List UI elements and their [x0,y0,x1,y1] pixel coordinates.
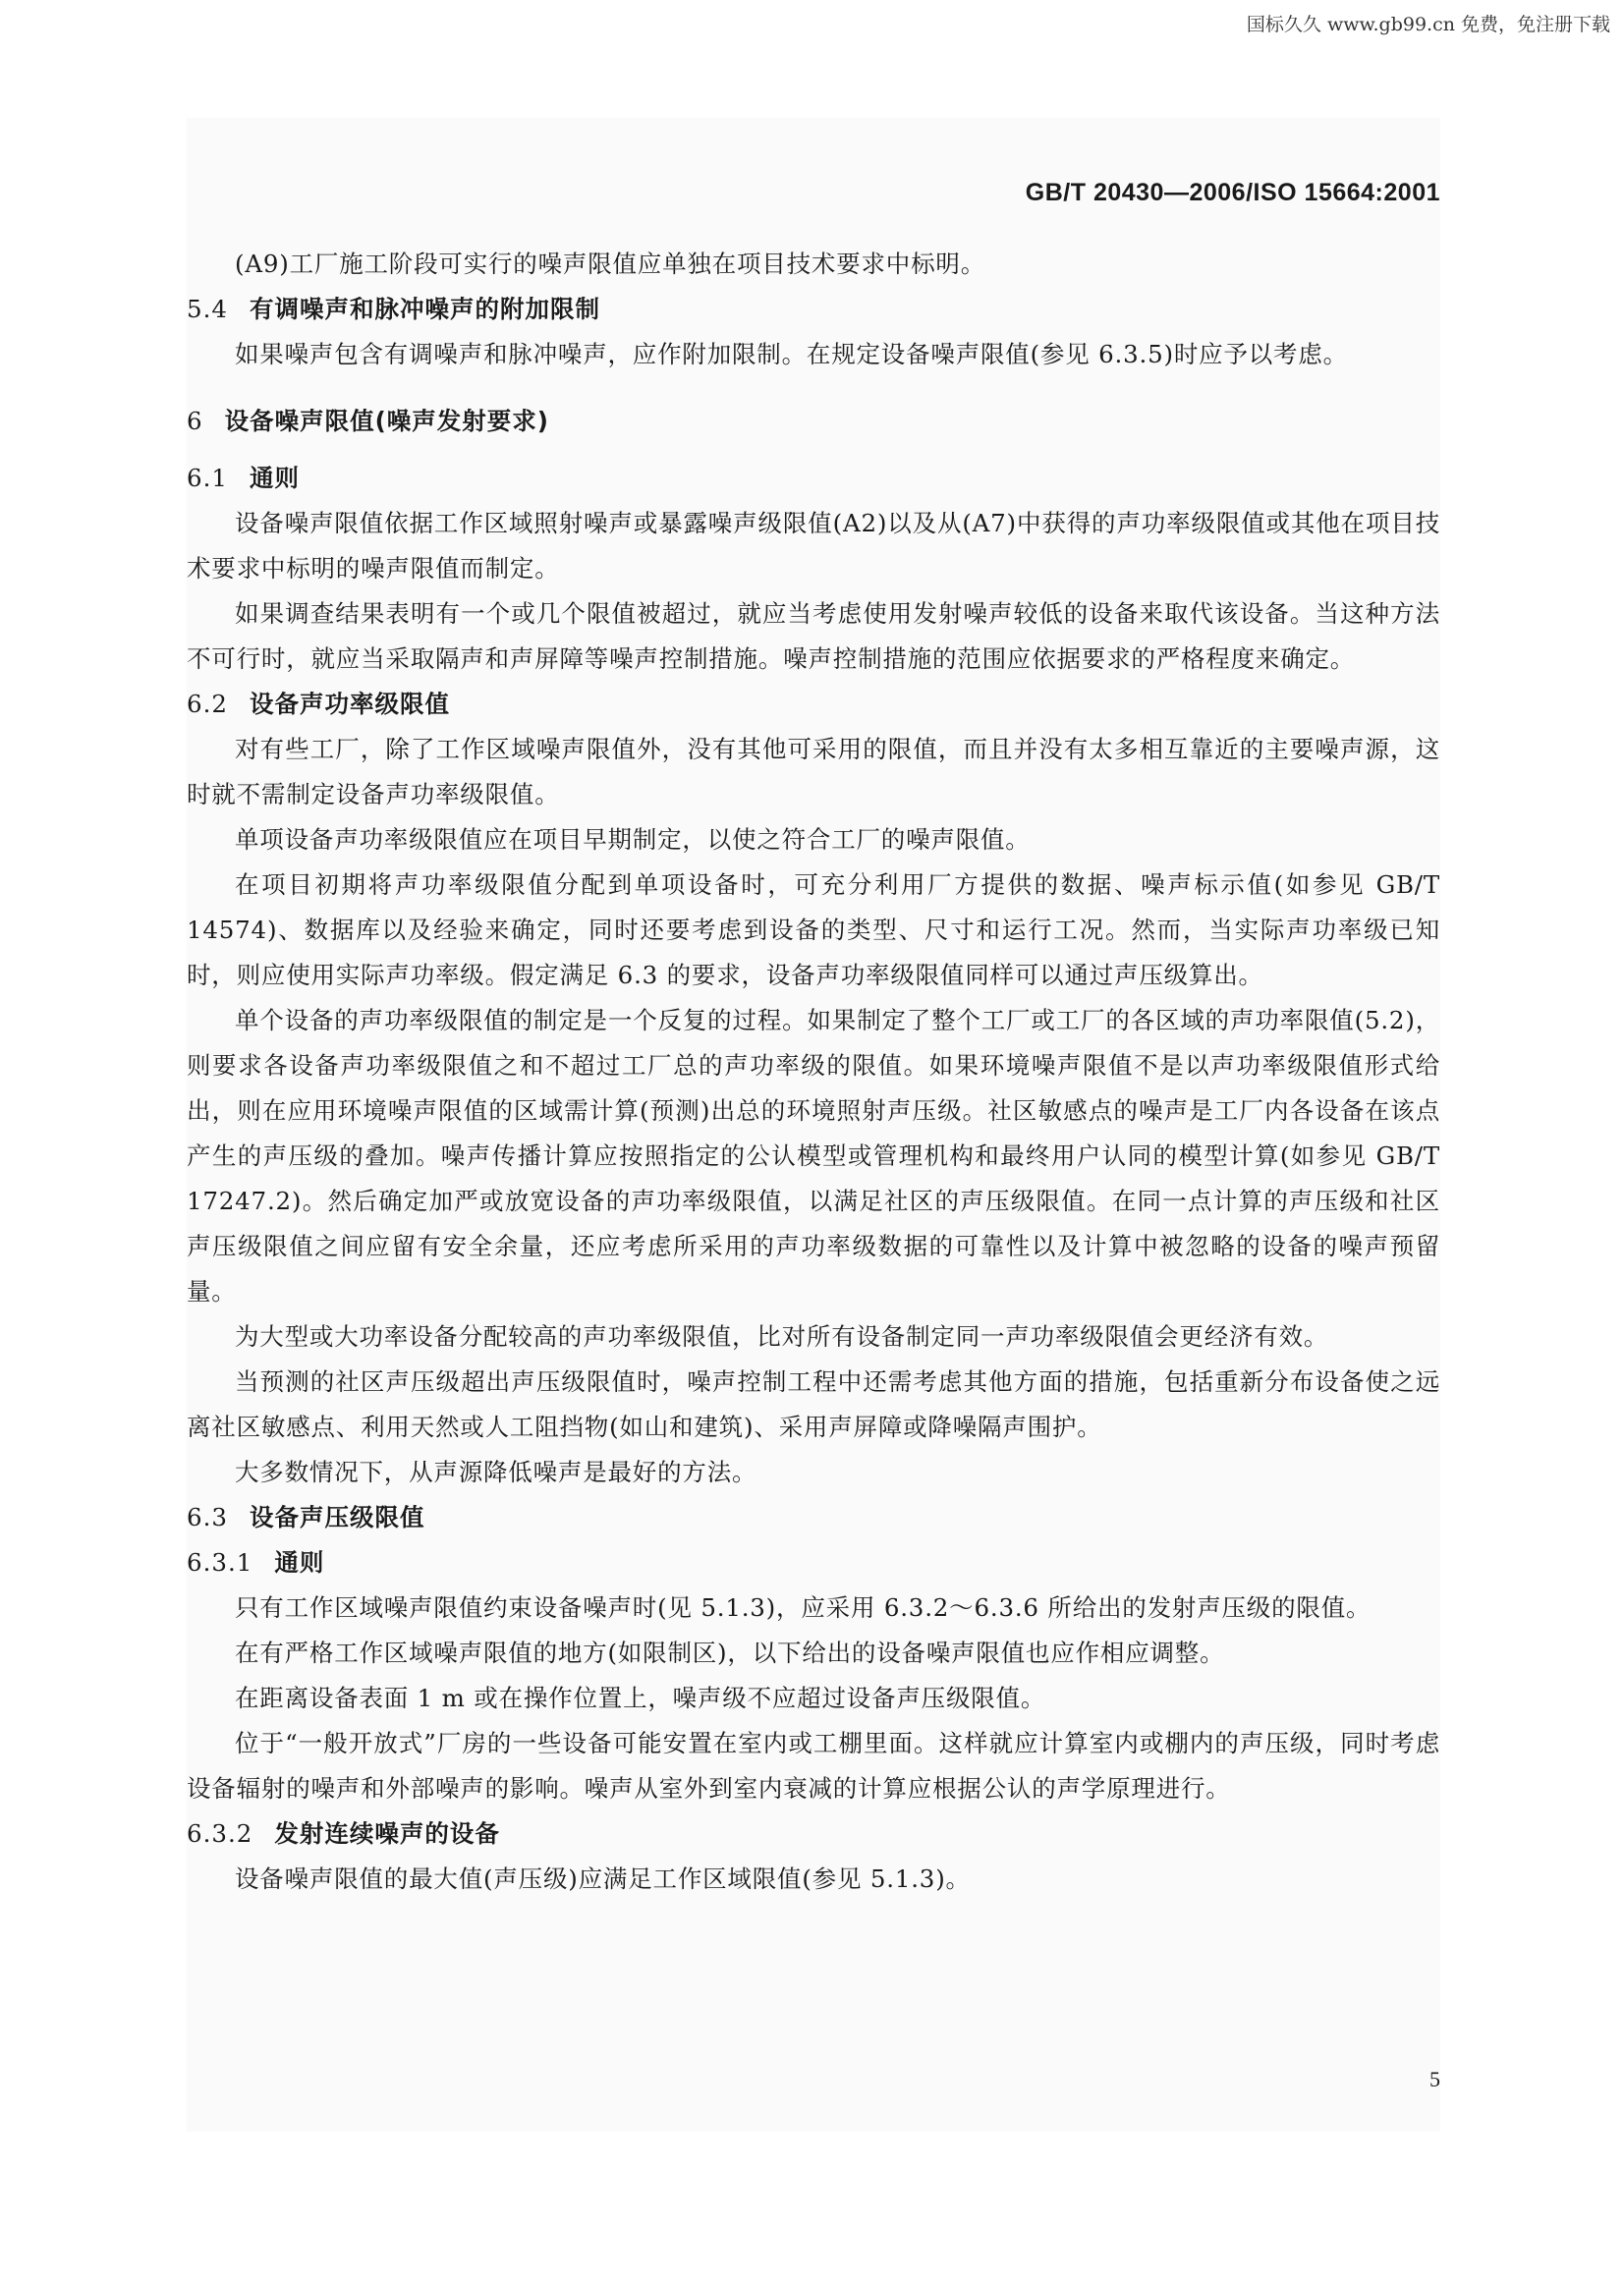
section-number: 6.3.1 [187,1548,253,1577]
paragraph-a9: (A9)工厂施工阶段可实行的噪声限值应单独在项目技术要求中标明。 [235,250,985,278]
section-number: 6.2 [187,690,228,718]
paragraph: 如果噪声包含有调噪声和脉冲噪声，应作附加限制。在规定设备噪声限值(参见 6.3.5)时应予以考虑。 [235,340,1348,368]
section-title: 通则 [274,1548,325,1577]
section-title: 发射连续噪声的设备 [274,1819,500,1848]
standard-number: GB/T 20430—2006/ISO 15664:2001 [1025,179,1440,206]
paragraph: 当预测的社区声压级超出声压级限值时，噪声控制工程中还需考虑其他方面的措施，包括重新分布设备使之远离社区敏感点、利用天然或人工阻挡物(如山和建筑)、采用声屏障或降噪隔声围护。 [187,1367,1440,1441]
section-title: 通则 [249,464,300,492]
section-heading-6-1 [187,456,1440,501]
section-heading-6-3-1 [187,1540,1440,1586]
paragraph: 对有些工厂，除了工作区域噪声限值外，没有其他可采用的限值，而且并没有太多相互靠近的主要噪声源，这时就不需制定设备声功率级限值。 [187,735,1440,808]
paragraph: 只有工作区域噪声限值约束设备噪声时(见 5.1.3)，应采用 6.3.2～6.3.6 所给出的发射声压级的限值。 [235,1593,1372,1622]
section-title: 设备声压级限值 [249,1503,425,1531]
section-heading-6-2 [187,682,1440,727]
paragraph: 设备噪声限值的最大值(声压级)应满足工作区域限值(参见 5.1.3)。 [235,1864,971,1893]
section-heading-6-3 [187,1495,1440,1540]
section-heading-6-3-2 [187,1811,1440,1857]
document-body [187,242,1440,1902]
section-number: 5.4 [187,295,228,323]
section-number: 6.1 [187,464,228,492]
document-page [187,118,1440,2132]
paragraph: 位于“一般开放式”厂房的一些设备可能安置在室内或工棚里面。这样就应计算室内或棚内的声压级，同时考虑设备辐射的噪声和外部噪声的影响。噪声从室外到室内衰减的计算应根据公认的声学原理进行。 [187,1729,1440,1803]
paragraph: 大多数情况下，从声源降低噪声是最好的方法。 [235,1458,757,1486]
section-title: 有调噪声和脉冲噪声的附加限制 [249,295,600,323]
section-number: 6.3.2 [187,1819,253,1848]
section-title: 设备声功率级限值 [249,690,450,718]
watermark-text: 国标久久 www.gb99.cn 免费，免注册下载 [1246,14,1610,35]
section-number: 6 [187,407,203,435]
paragraph: 如果调查结果表明有一个或几个限值被超过，就应当考虑使用发射噪声较低的设备来取代该设备。当这种方法不可行时，就应当采取隔声和声屏障等噪声控制措施。噪声控制措施的范围应依据要求的严格程度来确定。 [187,599,1440,673]
paragraph: 在距离设备表面 1 m 或在操作位置上，噪声级不应超过设备声压级限值。 [235,1684,1046,1712]
paragraph: 在有严格工作区域噪声限值的地方(如限制区)，以下给出的设备噪声限值也应作相应调整。 [235,1639,1225,1667]
paragraph: 为大型或大功率设备分配较高的声功率级限值，比对所有设备制定同一声功率级限值会更经济有效。 [235,1322,1329,1351]
paragraph: 设备噪声限值依据工作区域照射噪声或暴露噪声级限值(A2)以及从(A7)中获得的声功率级限值或其他在项目技术要求中标明的噪声限值而制定。 [187,509,1440,583]
section-number: 6.3 [187,1503,228,1531]
section-heading-5-4 [187,287,1440,332]
section-heading-6 [187,399,1440,444]
paragraph: 在项目初期将声功率级限值分配到单项设备时，可充分利用厂方提供的数据、噪声标示值(如参见 GB/T 14574)、数据库以及经验来确定，同时还要考虑到设备的类型、尺寸和运行工况。然而，当实际声功率级已知时，则应使用实际声功率级。假定满足 6.3 的要求，设备声功率级限值同样可以通过声压级算出。 [187,870,1440,989]
page-number: 5 [1429,2067,1440,2091]
paragraph: 单项设备声功率级限值应在项目早期制定，以使之符合工厂的噪声限值。 [235,825,1031,854]
section-title: 设备噪声限值(噪声发射要求) [224,407,549,435]
paragraph: 单个设备的声功率级限值的制定是一个反复的过程。如果制定了整个工厂或工厂的各区域的声功率限值(5.2)，则要求各设备声功率级限值之和不超过工厂总的声功率级的限值。如果环境噪声限值不是以声功率级限值形式给出，则在应用环境噪声限值的区域需计算(预测)出总的环境照射声压级。社区敏感点的噪声是工厂内各设备在该点产生的声压级的叠加。噪声传播计算应按照指定的公认模型或管理机构和最终用户认同的模型计算(如参见 GB/T 17247.2)。然后确定加严或放宽设备的声功率级限值，以满足社区的声压级限值。在同一点计算的声压级和社区声压级限值之间应留有安全余量，还应考虑所采用的声功率级数据的可靠性以及计算中被忽略的设备的噪声预留量。 [187,1006,1440,1306]
